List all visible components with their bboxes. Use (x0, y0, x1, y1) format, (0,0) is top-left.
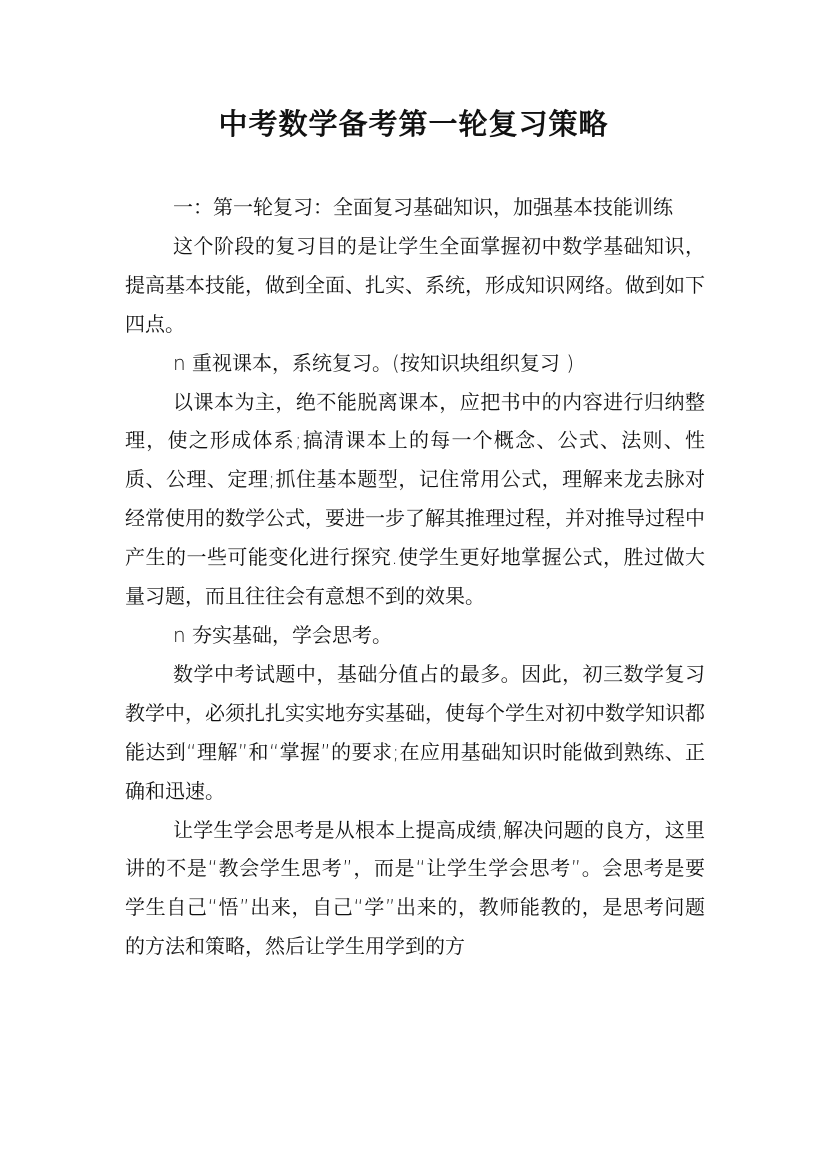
document-body (125, 188, 705, 966)
section-heading: 一：第一轮复习：全面复习基础知识，加强基本技能训练 (173, 195, 673, 219)
paragraph-intro: 这个阶段的复习目的是让学生全面掌握初中数学基础知识，提高基本技能，做到全面、扎实、系统，形成知识网络。做到如下四点。 (125, 233, 705, 336)
paragraph-thinking: 让学生学会思考是从根本上提高成绩,解决问题的良方，这里讲的不是“教会学生思考”，而是“让学生学会思考”。会思考是要学生自己“悟”出来，自己“学”出来的，教师能教的，是思考问题的方法和策略，然后让学生用学到的方 (125, 817, 705, 959)
point-heading-foundation: n 夯实基础，学会思考。 (173, 622, 393, 647)
point-heading-textbook: n 重视课本，系统复习。(按知识块组织复习 ) (173, 350, 574, 375)
paragraph-foundation: 数学中考试题中，基础分值占的最多。因此，初三数学复习教学中，必须扎扎实实地夯实基础，使每个学生对初中数学知识都能达到“理解”和“掌握”的要求;在应用基础知识时能做到熟练、正确和迅速。 (125, 661, 705, 803)
paragraph-textbook: 以课本为主，绝不能脱离课本，应把书中的内容进行归纳整理，使之形成体系;搞清课本上的每一个概念、公式、法则、性质、公理、定理;抓住基本题型，记住常用公式，理解来龙去脉对经常使用的数学公式，要进一步了解其推理过程，并对推导过程中产生的一些可能变化进行探究.使学生更好地掌握公式，胜过做大量习题，而且往往会有意想不到的效果。 (125, 389, 705, 609)
page-title: 中考数学备考第一轮复习策略 (218, 107, 609, 141)
